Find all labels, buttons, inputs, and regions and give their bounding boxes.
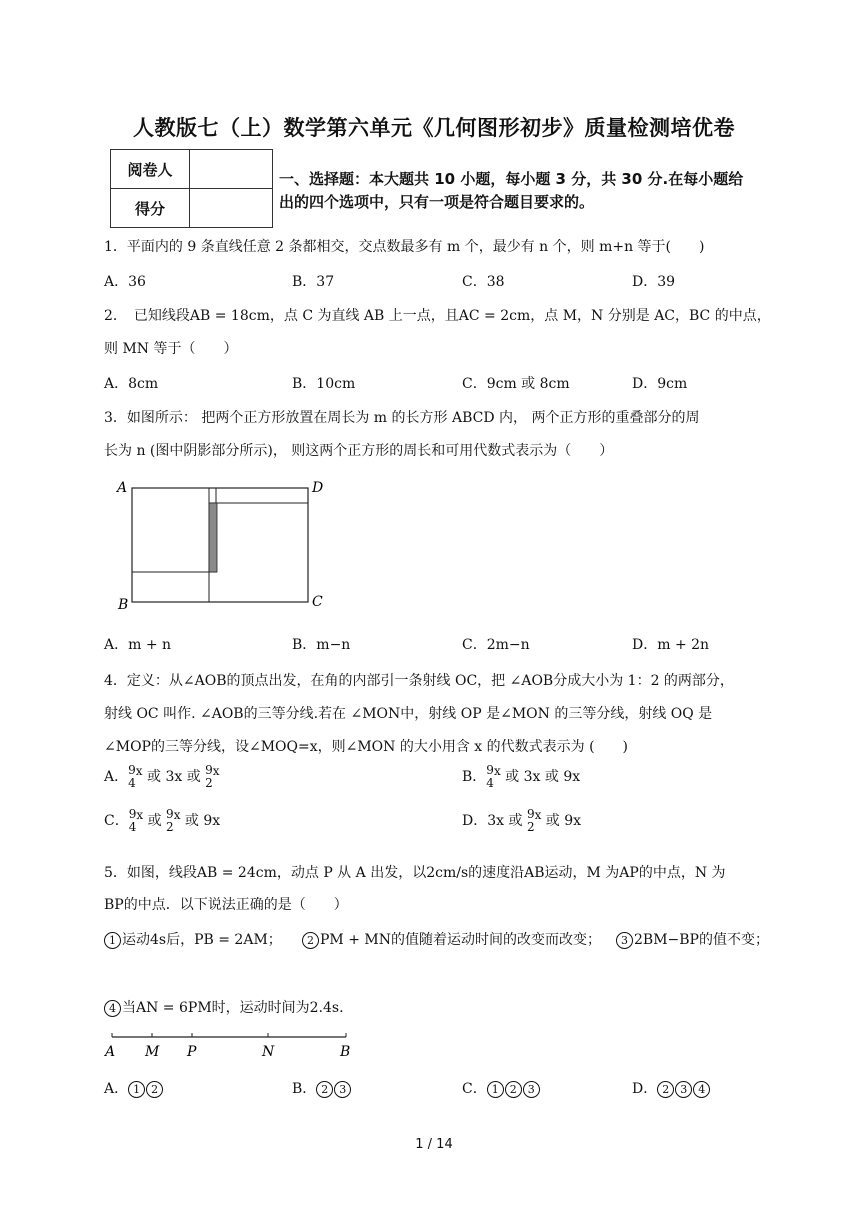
label-d: D: [312, 480, 324, 496]
page-number: 1 / 14: [415, 1137, 453, 1152]
label-m: M: [145, 1044, 160, 1060]
frac-den: 4: [128, 776, 136, 790]
q4-b-label: B．: [462, 769, 487, 785]
q4-c-mid: 或: [143, 813, 167, 829]
q5-statement-4: [104, 997, 344, 1017]
q5-statement-2: [302, 929, 601, 949]
q1-option-b: B．37: [292, 274, 335, 290]
q4-option-d: [462, 808, 581, 834]
circled-number: 1: [128, 1081, 145, 1098]
q4-option-a: [104, 764, 220, 790]
circled-number: 1: [104, 932, 121, 949]
reviewer-label: 阅卷人: [111, 150, 190, 189]
label-b: B: [118, 597, 129, 613]
circled-number: 2: [505, 1081, 522, 1098]
statement-text: 2BM−BP的值不变；: [634, 932, 769, 948]
frac-var: x: [212, 764, 220, 778]
q3-stem-line1: 3．如图所示： 把两个正方形放置在周长为 m 的长方形 ABCD 内， 两个正方形的重叠部分的周: [104, 410, 700, 426]
circled-number: 2: [316, 1081, 333, 1098]
circled-number: 4: [104, 1000, 121, 1017]
statement-text: 运动4s后，PB = 2AM；: [122, 932, 282, 948]
frac-num: 9: [128, 763, 136, 777]
section-heading-line1: 一、选择题：本大题共 10 小题，每小题 3 分，共 30 分.在每小题给: [279, 170, 744, 188]
q1-option-d: D．39: [632, 274, 676, 290]
q4-option-b: [462, 764, 580, 790]
q2-option-b: B．10cm: [292, 376, 356, 392]
shaded-overlap: [209, 503, 217, 572]
frac-num: 9: [486, 763, 494, 777]
q2-option-a: A．8cm: [104, 376, 159, 392]
frac-var: x: [534, 808, 542, 822]
frac-num: 9: [128, 807, 137, 821]
q5-option-d: [632, 1078, 711, 1098]
option-label: A．: [104, 1081, 129, 1097]
frac-var: x: [173, 808, 181, 822]
q4-c-label: C．: [104, 813, 129, 829]
frac-den: 2: [166, 820, 174, 834]
frac-den: 4: [128, 820, 137, 834]
statement-text: 当AN = 6PM时，运动时间为2.4s.: [122, 1000, 344, 1016]
q4-d-rest: 或 9x: [541, 813, 582, 829]
label-c: C: [312, 594, 323, 610]
frac-den: 4: [486, 776, 494, 790]
q5-statement-1: [104, 929, 282, 949]
q2-stem-line2: 则 MN 等于（ ）: [104, 341, 238, 357]
rectangle-abcd: [132, 488, 308, 602]
frac-den: 2: [526, 820, 535, 834]
circled-number: 1: [487, 1081, 504, 1098]
fraction: [527, 808, 535, 834]
q4-stem-line2: 射线 OC 叫作. ∠AOB的三等分线.若在 ∠MON中，射线 OP 是∠MON 的三等分线，射线 OQ 是: [104, 706, 713, 722]
statement-text: PM + MN的值随着运动时间的改变而改变；: [320, 932, 601, 948]
label-p: P: [187, 1044, 197, 1060]
fraction: [128, 764, 136, 790]
q5-stem-line1: 5．如图，线段AB = 24cm，动点 P 从 A 出发，以2cm/s的速度沿AB运动，M 为AP的中点，N 为: [104, 865, 726, 881]
q4-b-rest: 或 3x 或 9x: [500, 769, 581, 785]
frac-num: 9: [526, 807, 535, 821]
square-right-region: [217, 488, 308, 602]
label-a: A: [117, 480, 128, 496]
frac-var: x: [493, 764, 501, 778]
frac-var: x: [135, 764, 143, 778]
circled-number: 3: [616, 932, 633, 949]
page-title: 人教版七（上）数学第六单元《几何图形初步》质量检测培优卷: [133, 116, 735, 140]
section-heading-line2: 出的四个选项中，只有一项是符合题目要求的。: [279, 193, 595, 211]
circled-number: 2: [657, 1081, 674, 1098]
reviewer-cell: [190, 150, 273, 189]
q2-option-d: D．9cm: [632, 376, 688, 392]
circled-number: 3: [523, 1081, 540, 1098]
circled-number: 3: [675, 1081, 692, 1098]
q4-option-c: [104, 808, 220, 834]
score-label: 得分: [111, 189, 190, 228]
label-n: N: [262, 1044, 275, 1060]
frac-num: 9: [205, 763, 213, 777]
q4-d-label: D．3x 或: [462, 813, 527, 829]
q5-option-c: [462, 1078, 541, 1098]
fraction: [166, 808, 174, 834]
q1-stem: 1．平面内的 9 条直线任意 2 条都相交，交点数最多有 m 个，最少有 n 个，则 m+n 等于( ): [104, 239, 705, 255]
q5-stem-line2: BP的中点．以下说法正确的是（ ）: [104, 897, 348, 913]
q4-stem-line3: ∠MOP的三等分线，设∠MOQ=x，则∠MON 的大小用含 x 的代数式表示为 ( ): [104, 739, 629, 755]
score-table: [110, 149, 273, 228]
q5-option-b: [292, 1078, 352, 1098]
q2-option-c: C．9cm 或 8cm: [462, 376, 570, 392]
option-label: C．: [462, 1081, 487, 1097]
option-label: D．: [632, 1081, 658, 1097]
score-cell: [190, 189, 273, 228]
q4-a-label: A．: [104, 769, 129, 785]
option-label: B．: [292, 1081, 317, 1097]
q1-option-a: A．36: [104, 274, 146, 290]
q1-option-c: C．38: [462, 274, 505, 290]
circled-number: 4: [693, 1081, 710, 1098]
q5-option-a: [104, 1078, 164, 1098]
fraction: [486, 764, 494, 790]
circled-number: 2: [146, 1081, 163, 1098]
q4-c-rest: 或 9x: [180, 813, 221, 829]
q3-option-d: D．m + 2n: [632, 637, 710, 653]
frac-den: 2: [205, 776, 213, 790]
q3-option-c: C．2m−n: [462, 637, 530, 653]
q3-option-b: B．m−n: [292, 637, 351, 653]
fraction: [205, 764, 213, 790]
q3-option-a: A．m + n: [104, 637, 172, 653]
q4-a-mid: 或 3x 或: [142, 769, 206, 785]
label-b: B: [340, 1044, 351, 1060]
circled-number: 2: [302, 932, 319, 949]
q3-rectangle-figure: [110, 476, 340, 614]
q5-segment-figure: [100, 1030, 360, 1064]
q3-stem-line2: 长为 n (图中阴影部分所示)， 则这两个正方形的周长和可用代数式表示为（ ）: [104, 443, 614, 459]
circled-number: 3: [334, 1081, 351, 1098]
q2-stem-line1: 2． 已知线段AB = 18cm，点 C 为直线 AB 上一点，且AC = 2cm，点 M，N 分别是 AC，BC 的中点，: [104, 308, 771, 324]
frac-num: 9: [166, 807, 174, 821]
q4-stem-line1: 4．定义：从∠AOB的顶点出发，在角的内部引一条射线 OC，把 ∠AOB分成大小为 1：2 的两部分，: [104, 673, 734, 689]
frac-var: x: [136, 808, 144, 822]
q5-statement-3: [616, 929, 769, 949]
label-a: A: [105, 1044, 116, 1060]
square-left: [132, 488, 209, 602]
